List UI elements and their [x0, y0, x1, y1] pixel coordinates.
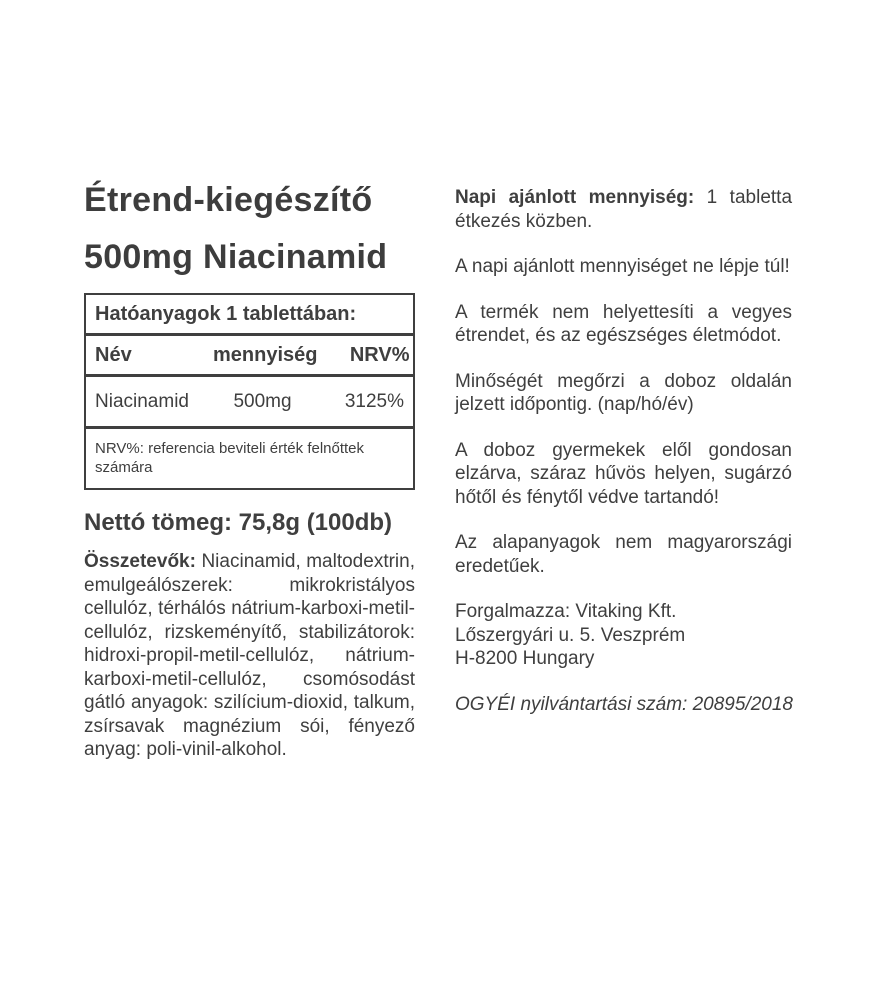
product-name: 500mg Niacinamid [84, 238, 388, 276]
diet-disclaimer: A termék nem helyettesíti a vegyes étrendet, és az egészséges életmódot. [455, 301, 792, 346]
left-column [84, 172, 415, 762]
product-title [84, 172, 415, 286]
right-column [455, 186, 792, 738]
table-title: Hatóanyagok 1 tablettában: [86, 295, 413, 336]
ingredients-label: Összetevők: [84, 551, 196, 572]
column-header-quantity: mennyiség [213, 344, 318, 366]
expiry-note: Minőségét megőrzi a doboz oldalán jelzett időpontig. (nap/hó/év) [455, 370, 792, 415]
registration-number: OGYÉI nyilvántartási szám: 20895/2018 [455, 693, 793, 715]
overdose-warning: A napi ajánlott mennyiséget ne lépje túl! [455, 256, 790, 277]
table-row [86, 377, 413, 429]
distributor-country: H-8200 Hungary [455, 648, 595, 669]
distributor-street: Lőszergyári u. 5. Veszprém [455, 624, 686, 646]
ingredient-quantity: 500mg [233, 391, 292, 412]
dosage-label: Napi ajánlott mennyiség: [455, 187, 695, 208]
distributor-block [455, 600, 792, 671]
table-column-headers [86, 336, 413, 377]
ingredient-nrv: 3125% [344, 391, 404, 412]
storage-warning: A doboz gyermekek elől gondosan elzárva, száraz hűvös helyen, sugárzó hőtől és fénytől védve tartandó! [455, 439, 792, 508]
net-weight: Nettó tömeg: 75,8g (100db) [84, 509, 393, 536]
distributor-company: Forgalmazza: Vitaking Kft. [455, 601, 677, 622]
ingredients-text: Niacinamid, maltodextrin, emulgeálószerek: mikrokristályos cellulóz, térhálós nátrium-karboxi-metil-cellulóz, rizskeményítő, stabilizátorok: hidroxi-propil-metil-cellulóz, nátrium-karboxi-metil-cellulóz, csomósodást gátló anyagok: szilícium-dioxid, talkum, zsírsavak magnézium sói, fényező anyag: poli-vinil-alkohol. [84, 551, 415, 760]
product-category: Étrend-kiegészítő [84, 181, 373, 219]
origin-note: Az alapanyagok nem magyarországi eredetűek. [455, 532, 792, 577]
ingredients-paragraph [84, 550, 415, 762]
dosage-text: 1 tabletta étkezés közben. [455, 187, 793, 232]
active-ingredients-table [84, 293, 415, 490]
column-header-name: Név [95, 344, 132, 366]
table-footnote: NRV%: referencia beviteli érték felnőttek számára [95, 440, 365, 476]
dosage-paragraph [455, 186, 792, 233]
ingredient-name: Niacinamid [95, 391, 189, 412]
column-header-nrv: NRV% [349, 344, 410, 366]
